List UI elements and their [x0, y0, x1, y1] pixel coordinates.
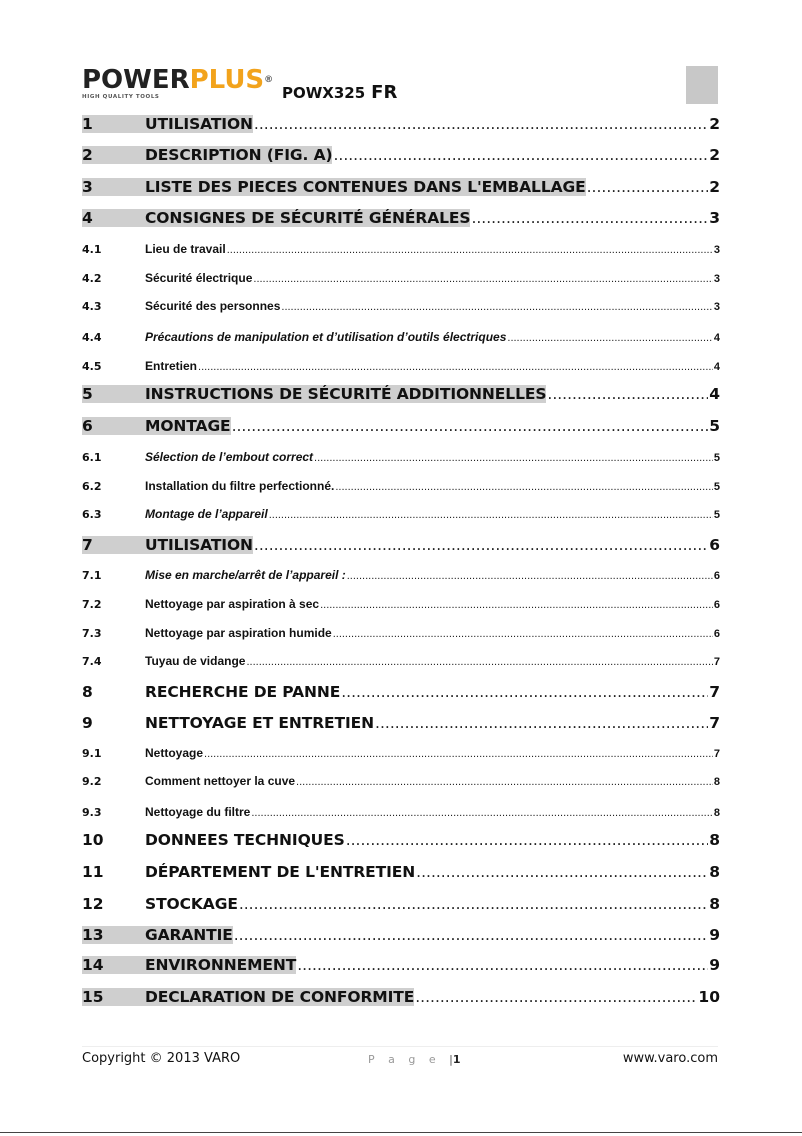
toc-entry-14[interactable]: [82, 956, 720, 974]
copyright-text: Copyright © 2013 VARO: [82, 1051, 241, 1066]
toc-leader: [416, 863, 708, 881]
toc-page: 2: [709, 115, 720, 133]
toc-number: 7.1: [82, 569, 102, 582]
toc-leader: [246, 656, 712, 668]
powerplus-logo: [82, 66, 273, 100]
toc-number: 9: [82, 714, 93, 732]
registered-mark: ®: [264, 75, 274, 85]
toc-title: LISTE DES PIECES CONTENUES DANS L'EMBALLAGE: [145, 178, 586, 196]
toc-entry-9-1[interactable]: [82, 746, 720, 760]
logo-wordmark: [82, 66, 273, 94]
toc-page: 4: [713, 361, 720, 373]
toc-leader: [335, 481, 713, 493]
toc-page: 6: [713, 570, 720, 582]
toc-leader: [320, 599, 713, 611]
toc-entry-6-1[interactable]: [82, 450, 720, 464]
toc-page: 4: [709, 385, 720, 403]
toc-title: MONTAGE: [145, 417, 231, 435]
toc-entry-5[interactable]: [82, 385, 720, 403]
toc-entry-10[interactable]: [82, 831, 720, 849]
toc-leader: [296, 776, 713, 788]
toc-title: NETTOYAGE ET ENTRETIEN: [145, 714, 375, 732]
toc-leader: [347, 570, 713, 582]
toc-title: Nettoyage par aspiration humide: [145, 626, 332, 640]
toc-leader: [254, 115, 708, 133]
toc-entry-4[interactable]: [82, 209, 720, 227]
toc-title: Nettoyage par aspiration à sec: [145, 597, 320, 611]
toc-leader: [375, 714, 708, 732]
toc-leader: [251, 807, 713, 819]
page-separator: |: [449, 1053, 453, 1066]
toc-entry-7-3[interactable]: [82, 626, 720, 640]
toc-page: 4: [713, 332, 720, 344]
toc-page: 3: [713, 244, 720, 256]
toc-number: 4.3: [82, 300, 102, 313]
toc-number: 4.2: [82, 272, 102, 285]
toc-leader: [234, 926, 708, 944]
toc-page: 3: [709, 209, 720, 227]
toc-page: 3: [713, 273, 720, 285]
toc-page: 5: [713, 509, 720, 521]
toc-page: 8: [713, 776, 720, 788]
toc-leader: [254, 536, 708, 554]
toc-page: 5: [709, 417, 720, 435]
toc-page: 9: [709, 926, 720, 944]
toc-title: DONNEES TECHNIQUES: [145, 831, 345, 849]
toc-title: Mise en marche/arrêt de l’appareil :: [145, 568, 346, 582]
toc-entry-15[interactable]: [82, 988, 720, 1006]
logo-power-text: POWER: [82, 65, 190, 95]
toc-number: 14: [82, 956, 145, 974]
toc-page: 6: [709, 536, 720, 554]
toc-number: 6: [82, 417, 145, 435]
toc-leader: [239, 895, 708, 913]
toc-page: 7: [709, 683, 720, 701]
toc-number: 9.2: [82, 775, 102, 788]
toc-title: CONSIGNES DE SÉCURITÉ GÉNÉRALES: [145, 209, 471, 227]
model-heading: [282, 82, 397, 103]
toc-page: 8: [709, 895, 720, 913]
toc-entry-9[interactable]: [82, 714, 720, 732]
toc-entry-2[interactable]: [82, 146, 720, 164]
toc-title: DÉPARTEMENT DE L'ENTRETIEN: [145, 863, 416, 881]
toc-entry-7-4[interactable]: [82, 654, 720, 668]
toc-page: 3: [713, 301, 720, 313]
toc-page: 9: [709, 956, 720, 974]
toc-entry-4-3[interactable]: [82, 299, 720, 313]
toc-title: Sélection de l’embout correct: [145, 450, 314, 464]
toc-title: ENVIRONNEMENT: [145, 956, 297, 974]
toc-leader: [587, 178, 709, 196]
toc-leader: [341, 683, 708, 701]
toc-page: 7: [709, 714, 720, 732]
toc-leader: [507, 332, 712, 344]
logo-tagline: HIGH QUALITY TOOLS: [82, 94, 160, 100]
toc-leader: [227, 244, 713, 256]
toc-entry-9-2[interactable]: [82, 774, 720, 788]
website-link[interactable]: www.varo.com: [622, 1051, 718, 1066]
toc-page: 2: [709, 146, 720, 164]
toc-page: 7: [713, 748, 720, 760]
toc-page: 10: [698, 988, 720, 1006]
toc-entry-11[interactable]: [82, 863, 720, 881]
toc-title: Lieu de travail: [145, 242, 226, 256]
toc-title: INSTRUCTIONS DE SÉCURITÉ ADDITIONNELLES: [145, 385, 547, 403]
bottom-edge-line: [0, 1132, 802, 1133]
toc-leader: [204, 748, 713, 760]
toc-page: 6: [713, 628, 720, 640]
toc-number: 5: [82, 385, 145, 403]
toc-title: Nettoyage: [145, 746, 204, 760]
toc-entry-3[interactable]: [82, 178, 720, 196]
toc-entry-4-1[interactable]: [82, 242, 720, 256]
toc-title: Montage de l’appareil: [145, 507, 268, 521]
toc-number: 9.1: [82, 747, 102, 760]
toc-number: 7.2: [82, 598, 102, 611]
toc-leader: [269, 509, 713, 521]
toc-entry-4-2[interactable]: [82, 271, 720, 285]
toc-number: 7.4: [82, 655, 102, 668]
toc-entry-7-1[interactable]: [82, 568, 720, 582]
toc-entry-9-3[interactable]: [82, 805, 720, 819]
toc-entry-6[interactable]: [82, 417, 720, 435]
header-gray-box: [686, 66, 718, 104]
toc-number: 6.1: [82, 451, 102, 464]
toc-entry-13[interactable]: [82, 926, 720, 944]
toc-number: 6.3: [82, 508, 102, 521]
toc-number: 4: [82, 209, 145, 227]
page-footer: [82, 1046, 718, 1071]
toc-number: 12: [82, 895, 104, 913]
toc-page: 7: [713, 656, 720, 668]
toc-page: 8: [709, 831, 720, 849]
toc-leader: [333, 146, 708, 164]
toc-leader: [415, 988, 697, 1006]
model-number: POWX325: [282, 84, 366, 102]
toc-title: Nettoyage du filtre: [145, 805, 251, 819]
toc-number: 4.5: [82, 360, 102, 373]
toc-entry-7-2[interactable]: [82, 597, 720, 611]
toc-title: Sécurité des personnes: [145, 299, 281, 313]
toc-entry-6-3[interactable]: [82, 507, 720, 521]
toc-title: STOCKAGE: [145, 895, 238, 913]
toc-leader: [297, 956, 708, 974]
toc-title: DECLARATION DE CONFORMITE: [145, 988, 415, 1006]
toc-page: 5: [713, 452, 720, 464]
toc-page: 8: [709, 863, 720, 881]
toc-leader: [547, 385, 708, 403]
toc-number: 7.3: [82, 627, 102, 640]
toc-number: 4.4: [82, 331, 102, 344]
toc-page: 8: [713, 807, 720, 819]
toc-number: 15: [82, 988, 145, 1006]
toc-title: Installation du filtre perfectionné.: [145, 479, 335, 493]
toc-number: 9.3: [82, 806, 102, 819]
toc-number: 2: [82, 146, 145, 164]
toc-page: 2: [709, 178, 720, 196]
toc-title: Sécurité électrique: [145, 271, 253, 285]
toc-title: UTILISATION: [145, 536, 253, 554]
toc-title: Entretien: [145, 359, 198, 373]
toc-leader: [281, 301, 712, 313]
toc-entry-4-4[interactable]: [82, 330, 720, 344]
language-code: FR: [371, 82, 398, 103]
toc-number: 3: [82, 178, 145, 196]
toc-entry-1[interactable]: [82, 115, 720, 133]
toc-leader: [346, 831, 709, 849]
toc-title: UTILISATION: [145, 115, 253, 133]
toc-number: 7: [82, 536, 145, 554]
toc-title: Tuyau de vidange: [145, 654, 246, 668]
toc-entry-6-2[interactable]: [82, 479, 720, 493]
toc-title: Comment nettoyer la cuve: [145, 774, 296, 788]
toc-leader: [253, 273, 712, 285]
page-label: P a g e: [368, 1053, 441, 1066]
toc-number: 11: [82, 863, 104, 881]
toc-page: 5: [713, 481, 720, 493]
toc-entry-8[interactable]: [82, 683, 720, 701]
toc-leader: [198, 361, 713, 373]
toc-title: DESCRIPTION (FIG. A): [145, 146, 333, 164]
toc-title: GARANTIE: [145, 926, 233, 944]
toc-entry-12[interactable]: [82, 895, 720, 913]
toc-leader: [333, 628, 713, 640]
page-indicator: [368, 1053, 461, 1066]
toc-leader: [314, 452, 713, 464]
toc-entry-4-5[interactable]: [82, 359, 720, 373]
toc-number: 13: [82, 926, 145, 944]
page-header: [82, 62, 718, 106]
toc-number: 4.1: [82, 243, 102, 256]
toc-page: 6: [713, 599, 720, 611]
toc-number: 1: [82, 115, 145, 133]
toc-title: RECHERCHE DE PANNE: [145, 683, 341, 701]
page-number: 1: [452, 1053, 461, 1066]
toc-number: 6.2: [82, 480, 102, 493]
toc-entry-7[interactable]: [82, 536, 720, 554]
toc-leader: [471, 209, 708, 227]
toc-title: Précautions de manipulation et d’utilisation d’outils électriques: [145, 330, 507, 344]
toc-number: 8: [82, 683, 93, 701]
logo-plus-text: PLUS: [189, 65, 265, 95]
toc-number: 10: [82, 831, 104, 849]
toc-leader: [232, 417, 709, 435]
